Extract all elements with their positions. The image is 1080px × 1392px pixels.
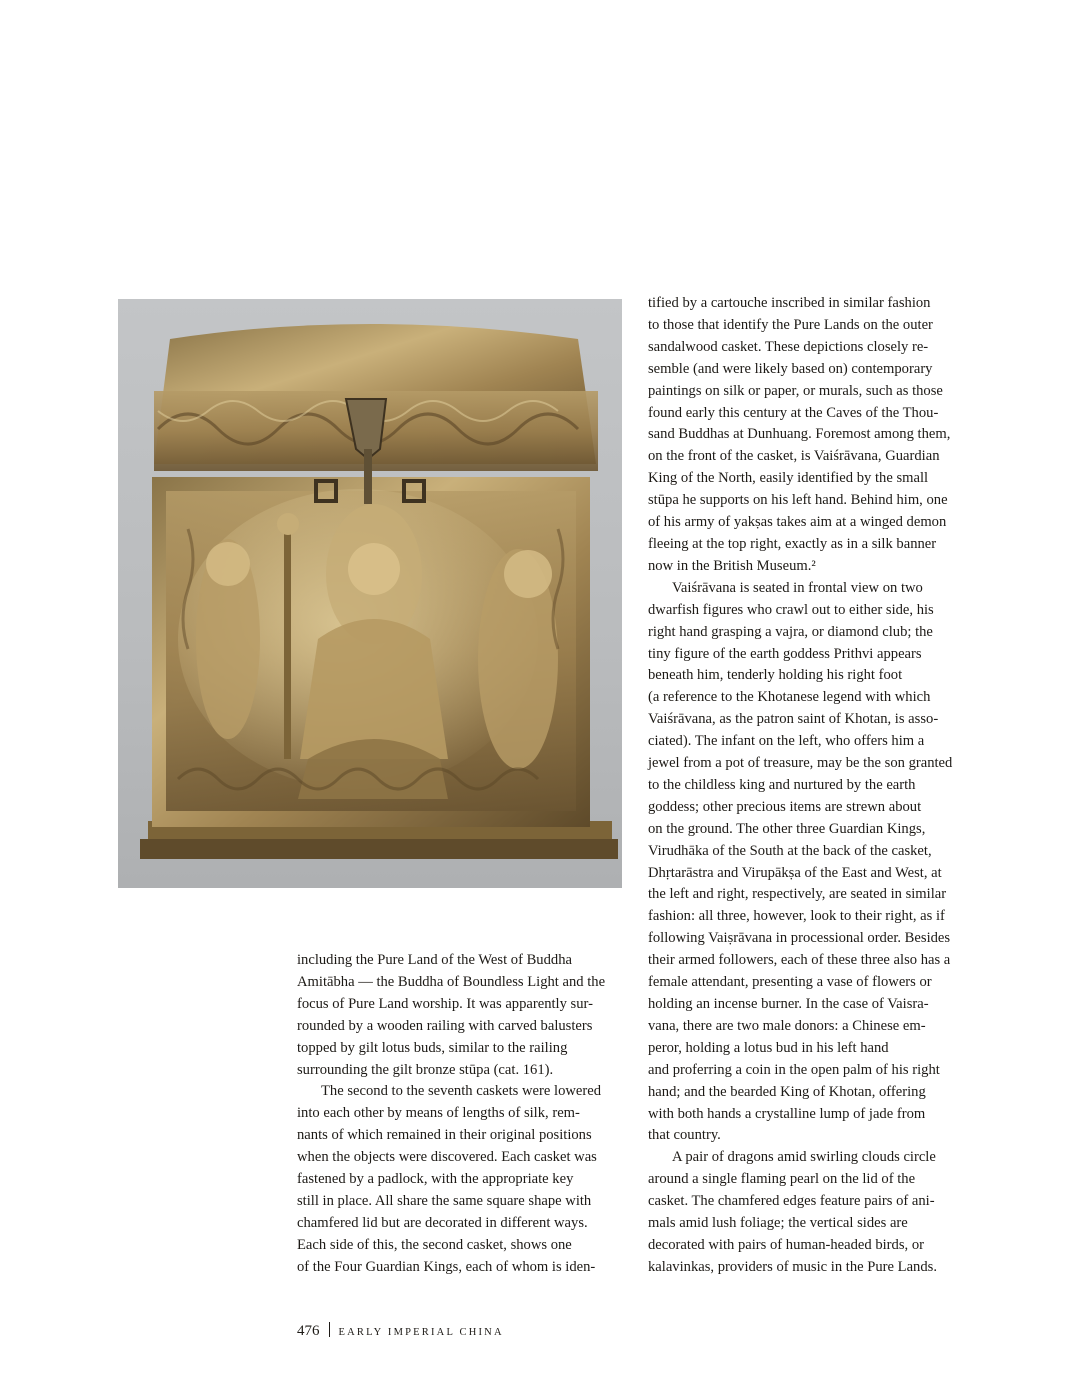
text-line: when the objects were discovered. Each casket was xyxy=(297,1149,597,1166)
text-line: chamfered lid but are decorated in different ways. xyxy=(297,1214,588,1231)
text-line: paintings on silk or paper, or murals, such as those xyxy=(648,382,943,399)
casket-photo xyxy=(118,299,622,888)
text-line: fleeing at the top right, exactly as in a silk banner xyxy=(648,535,937,552)
text-line: goddess; other precious items are strewn about xyxy=(648,798,922,815)
text-line: rounded by a wooden railing with carved balusters xyxy=(297,1017,593,1034)
text-line: to those that identify the Pure Lands on the outer xyxy=(648,316,933,333)
text-line: Vaiśrāvana is seated in frontal view on two xyxy=(672,579,923,596)
text-line: tiny figure of the earth goddess Prithvi appears xyxy=(648,645,922,662)
text-line: sand Buddhas at Dunhuang. Foremost among them, xyxy=(648,426,951,443)
text-line: surrounding the gilt bronze stūpa (cat. 161). xyxy=(297,1061,554,1078)
text-line: A pair of dragons amid swirling clouds circle xyxy=(672,1149,936,1166)
text-line: around a single flaming pearl on the lid of the xyxy=(648,1171,916,1188)
text-line: mals amid lush foliage; the vertical sides are xyxy=(648,1215,908,1232)
text-line: now in the British Museum.² xyxy=(648,557,816,574)
casket-illustration xyxy=(118,299,622,888)
text-line: fashion: all three, however, look to their right, as if xyxy=(648,908,945,925)
right-text-column xyxy=(648,293,978,1279)
text-line: the left and right, respectively, are seated in similar xyxy=(648,886,947,903)
text-line: topped by gilt lotus buds, similar to the railing xyxy=(297,1039,568,1056)
text-line: vana, there are two male donors: a Chinese em- xyxy=(648,1017,926,1034)
text-line: holding an incense burner. In the case of Vaisra- xyxy=(648,996,929,1012)
text-line: that country. xyxy=(648,1127,721,1144)
running-head: EARLY IMPERIAL CHINA xyxy=(338,1327,504,1338)
text-line: jewel from a pot of treasure, may be the son granted xyxy=(648,755,953,772)
text-line: still in place. All share the same square shape with xyxy=(297,1192,592,1209)
text-line: Virudhāka of the South at the back of the casket, xyxy=(648,842,932,859)
text-line: following Vaiṣrāvana in processional order. Besides xyxy=(648,930,951,947)
text-line: nants of which remained in their original positions xyxy=(297,1127,592,1144)
text-line: found early this century at the Caves of the Thou- xyxy=(648,404,939,421)
text-line: casket. The chamfered edges feature pairs of ani- xyxy=(648,1193,935,1210)
text-line: kalavinkas, providers of music in the Pure Lands. xyxy=(648,1258,937,1275)
text-line: right hand grasping a vajra, or diamond club; the xyxy=(648,623,933,640)
text-line: focus of Pure Land worship. It was apparently sur- xyxy=(297,995,593,1012)
text-line: dwarfish figures who crawl out to either side, his xyxy=(648,601,934,618)
text-line: of the Four Guardian Kings, each of whom is iden- xyxy=(297,1258,596,1275)
text-line: on the front of the casket, is Vaiśrāvana, Guardian xyxy=(648,448,940,465)
text-line: hand; and the bearded King of Khotan, offering xyxy=(648,1083,926,1100)
text-line: beneath him, tenderly holding his right foot xyxy=(648,667,903,684)
text-line: peror, holding a lotus bud in his left hand xyxy=(648,1039,889,1056)
text-line: The second to the seventh caskets were lowered xyxy=(321,1083,602,1100)
text-line: fastened by a padlock, with the appropriate key xyxy=(297,1171,574,1188)
footer-separator xyxy=(329,1322,330,1337)
text-line: ciated). The infant on the left, who offers him a xyxy=(648,733,925,750)
text-line: including the Pure Land of the West of Buddha xyxy=(297,952,572,968)
text-line: semble (and were likely based on) contemporary xyxy=(648,360,933,377)
text-line: and proferring a coin in the open palm of his right xyxy=(648,1061,940,1078)
text-line: Amitābha — the Buddha of Boundless Light and the xyxy=(297,973,606,990)
text-line: Each side of this, the second casket, shows one xyxy=(297,1236,572,1253)
text-line: stūpa he supports on his left hand. Behind him, one xyxy=(648,492,948,509)
text-line: decorated with pairs of human-headed birds, or xyxy=(648,1236,924,1253)
left-text-column xyxy=(297,950,632,1279)
text-line: into each other by means of lengths of silk, rem- xyxy=(297,1105,580,1122)
text-line: (a reference to the Khotanese legend with which xyxy=(648,689,931,706)
text-line: sandalwood casket. These depictions closely re- xyxy=(648,338,929,355)
text-line: with both hands a crystalline lump of jade from xyxy=(648,1105,926,1122)
text-line: of his army of yakṣas takes aim at a winged demon xyxy=(648,514,947,531)
text-line: Vaiśrāvana, as the patron saint of Khotan, is asso- xyxy=(648,711,939,728)
page-footer xyxy=(297,1322,504,1340)
text-line: female attendant, presenting a vase of flowers or xyxy=(648,974,932,991)
text-line: their armed followers, each of these three also has a xyxy=(648,952,951,969)
text-line: tified by a cartouche inscribed in similar fashion xyxy=(648,295,931,311)
text-line: Dhṛtarāstra and Virupākṣa of the East and West, at xyxy=(648,864,942,881)
text-line: to the childless king and nurtured by the earth xyxy=(648,776,916,793)
text-line: on the ground. The other three Guardian Kings, xyxy=(648,820,926,837)
page-number: 476 xyxy=(297,1323,320,1339)
text-line: King of the North, easily identified by the small xyxy=(648,470,929,487)
